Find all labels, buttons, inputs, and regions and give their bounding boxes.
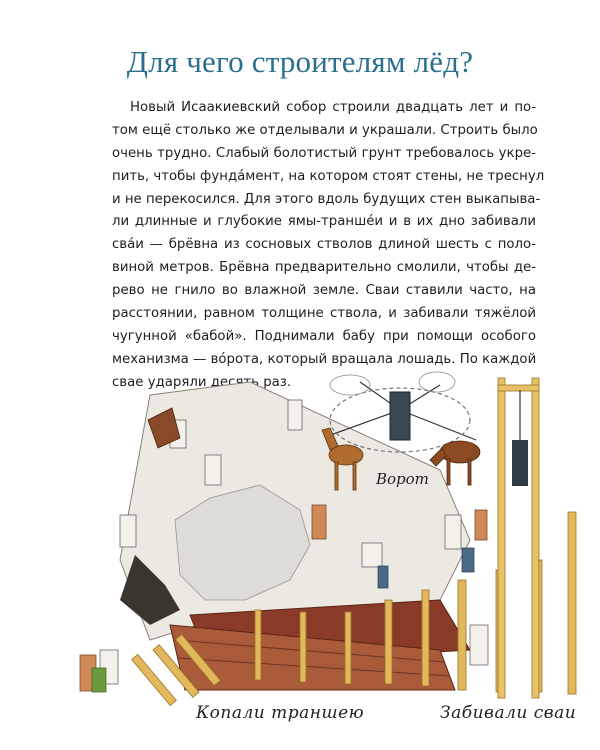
capstan-drum bbox=[390, 392, 410, 440]
caption-drive-piles: Забивали сваи bbox=[440, 703, 577, 723]
body-line: рево не гнило во влажной земле. Сваи ставили часто, на bbox=[112, 283, 536, 299]
pile-driver-frame bbox=[498, 378, 539, 698]
body-line: Новый Исаакиевский собор строили двадцать лет и по- bbox=[130, 100, 536, 115]
body-line: сва́и — брёвна из сосновых стволов длиной шесть с поло- bbox=[112, 237, 536, 253]
construction-illustration bbox=[0, 360, 600, 750]
body-line: механизма — во́рота, который вращала лошадь. По каждой bbox=[112, 351, 537, 367]
page-title: Для чего строителям лёд? bbox=[126, 44, 474, 79]
body-line: расстоянии, равном толщине ствола, и забивали тяжёлой bbox=[112, 306, 536, 322]
body-line: свае ударяли десять раз. bbox=[112, 374, 292, 390]
body-line: том ещё столько же отделывали и украшали. Строить было bbox=[112, 122, 538, 138]
body-line: и не перекосился. Для этого вдоль будущих стен выкапыва- bbox=[112, 191, 541, 207]
body-line: ли длинные и глубокие ямы-транше́и и в их дно забивали bbox=[112, 214, 536, 230]
body-line: пить, чтобы фунда́мент, на котором стоят стены, не треснул bbox=[112, 168, 545, 184]
caption-dig-trench: Копали траншею bbox=[196, 703, 365, 723]
body-line: чугунной «бабой». Поднимали бабу при помощи особого bbox=[112, 328, 536, 344]
pile-hammer bbox=[512, 440, 528, 486]
body-line: очень трудно. Слабый болотистый грунт требовалось укре- bbox=[112, 145, 536, 161]
body-paragraph bbox=[112, 97, 545, 395]
vorot-label: Ворот bbox=[376, 470, 429, 488]
body-line: виной метров. Брёвна предварительно смолили, чтобы де- bbox=[112, 260, 536, 276]
